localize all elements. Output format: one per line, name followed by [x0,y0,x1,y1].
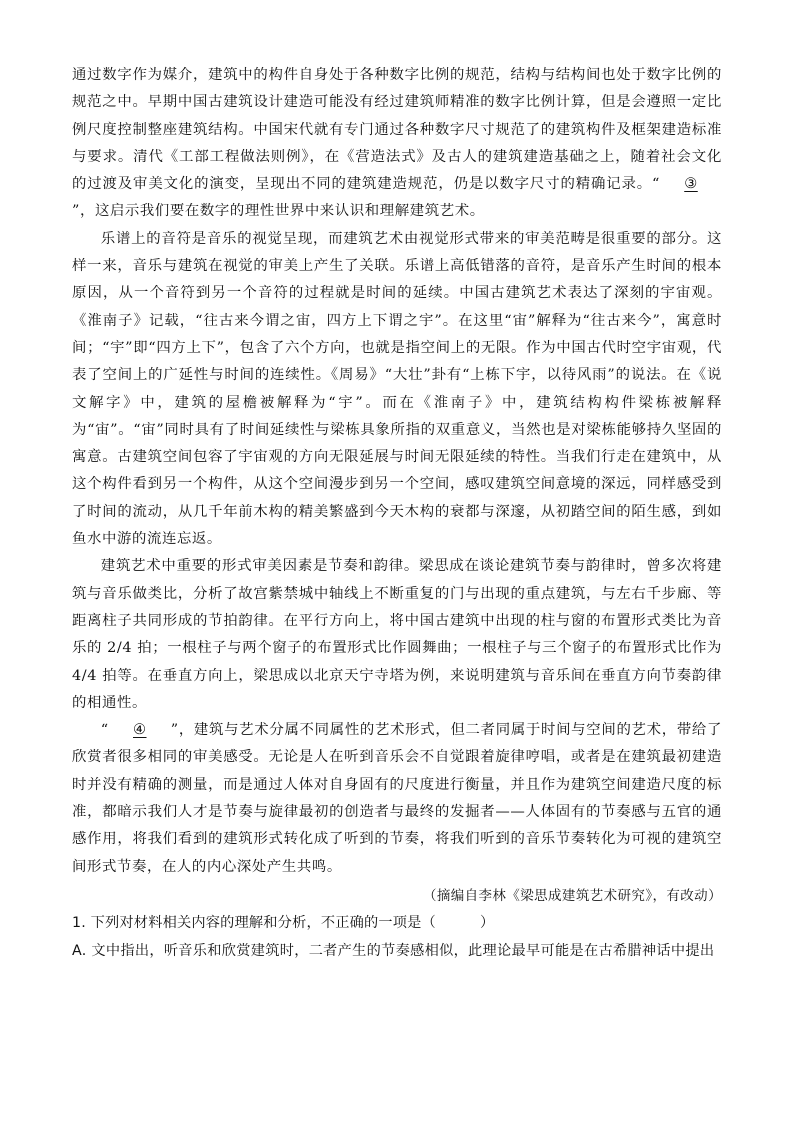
option-a: A. 文中指出，听音乐和欣赏建筑时，二者产生的节奏感相似，此理论最早可能是在古希腊神话中提出 [72,942,715,959]
question-1 [72,909,722,937]
question-1-stem: 1. 下列对材料相关内容的理解和分析，不正确的一项是（ [72,914,436,931]
source-citation: （摘编自李林《梁思成建筑艺术研究》，有改动） [422,887,722,904]
paragraph-2: 乐谱上的音符是音乐的视觉呈现，而建筑艺术由视觉形式带来的审美范畴是很重要的部分。这样一来，音乐与建筑在视觉的审美上产生了关联。乐谱上高低错落的音符，是音乐产生时间的根本原因，从一个音符到另一个音符的过程就是时间的延续。中国古建筑艺术表达了深刻的宇宙观。《淮南子》记载，“往古来今谓之宙，四方上下谓之宇”。在这里“宙”解释为“往古来今”，寓意时间；“宇”即“四方上下”，包含了六个方向，也就是指空间上的无限。作为中国古代时空宇宙观，代表了空间上的广延性与时间的连续性。《周易》“大壮”卦有“上栋下宇，以待风雨”的说法。在《说文解字》中，建筑的屋檐被解释为“宇”。而在《淮南子》中，建筑结构构件梁栋被解释为“宙”。“宙”同时具有了时间延续性与梁栋具象所指的双重意义，当然也是对梁栋能够持久坚固的寓意。古建筑空间包容了宇宙观的方向无限延展与时间无限延续的特性。当我们行走在建筑中，从这个构件看到另一个构件，从这个空间漫步到另一个空间，感叹建筑空间意境的深远，同样感受到了时间的流动，从几千年前木构的精美繁盛到今天木构的衰都与深邃，从初踏空间的陌生感，到如鱼水中游的流连忘返。 [72,230,722,548]
paragraph-4-text: ”，建筑与艺术分属不同属性的艺术形式，但二者同属于时间与空间的艺术，带给了欣赏者很多相同的审美感受。无论是人在听到音乐会不自觉跟着旋律哼唱，或者是在建筑最初建造时并没有精确的测量，而是通过人体对自身固有的尺度进行衡量，并且作为建筑空间建造尺度的标准，都暗示我们人才是节奏与旋律最初的创造者与最终的发掘者——人体固有的节奏感与五官的通感作用，将我们看到的建筑形式转化成了听到的节奏，将我们听到的音乐节奏转化为可视的建筑空间形式节奏，在人的内心深处产生共鸣。 [72,722,722,875]
paragraph-1-text: 通过数字作为媒介，建筑中的构件自身处于各种数字比例的规范，结构与结构间也处于数字比例的规范之中。早期中国古建筑设计建造可能没有经过建筑师精准的数字比例计算，但是会遵照一定比例尺度控制整座建筑结构。中国宋代就有专门通过各种数字尺寸规范了的建筑构件及框架建造标准与要求。清代《工部工程做法则例》，在《营造法式》及古人的建筑建造基础之上，随着社会文化的过渡及审美文化的演变，呈现出不同的建筑建造规范，仍是以数字尺寸的精确记录。“ [72,67,722,193]
paragraph-4-open-quote: “ [100,722,109,739]
question-1-close: ） [479,914,495,931]
reading-passage [72,62,722,965]
paragraph-1-text-end: ”，这启示我们要在数字的理性世界中来认识和理解建筑艺术。 [72,203,485,220]
paragraph-4 [72,717,722,881]
blank-4: ④ [133,722,147,739]
paragraph-3: 建筑艺术中重要的形式审美因素是节奏和韵律。梁思成在谈论建筑节奏与韵律时，曾多次将建筑与音乐做类比，分析了故宫紫禁城中轴线上不断重复的门与出现的重点建筑，与左右千步廊、等距离柱子共同形成的节拍韵律。在平行方向上，将中国古建筑中出现的柱与窗的布置形式类比为音乐的 2/4 拍；一根柱子与两个窗子的布置形式比作圆舞曲；一根柱子与三个窗子的布置形式比作为 4/4 拍等。在垂直方向上，梁思成以北京天宁寺塔为例，来说明建筑与音乐间在垂直方向节奏韵律的相通性。 [72,558,722,711]
blank-3: ③ [684,176,698,193]
paragraph-1 [72,62,722,226]
